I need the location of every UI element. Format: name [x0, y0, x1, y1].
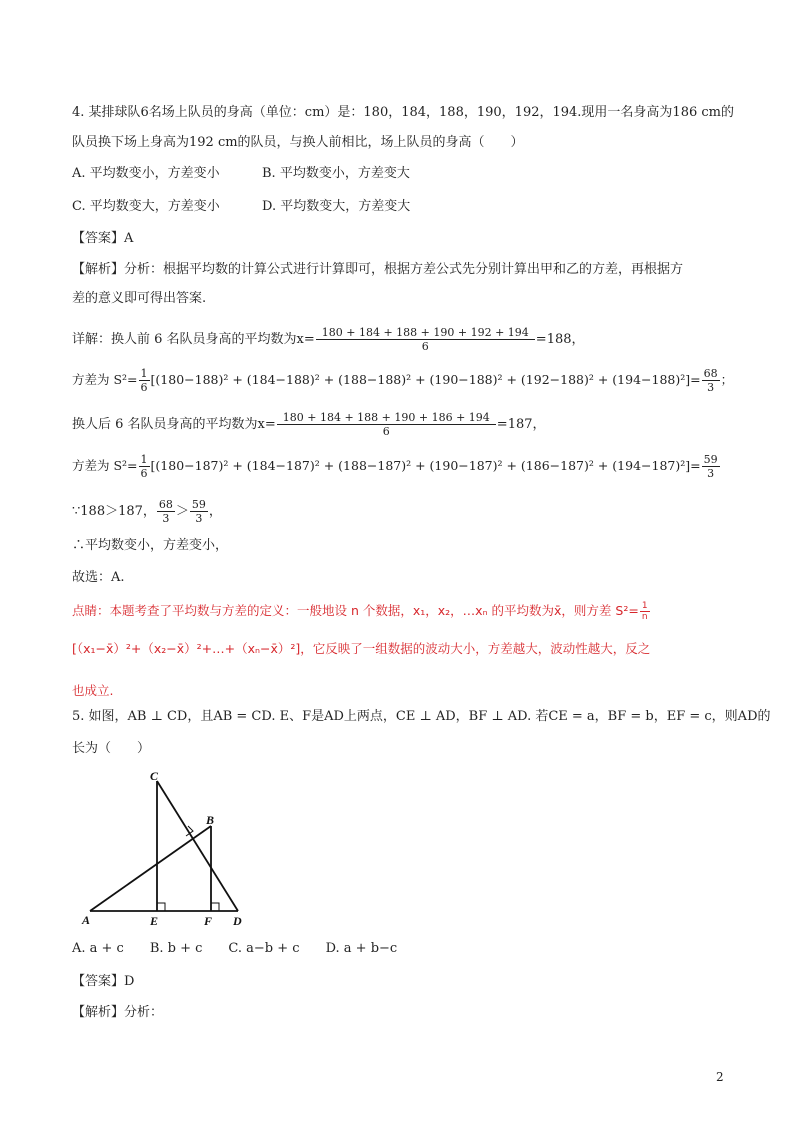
label-a: A: [82, 913, 91, 927]
q4-mean-after-numerator: 180 + 184 + 188 + 190 + 186 + 194: [277, 411, 496, 425]
q5-analysis: 【解析】分析：: [72, 1005, 164, 1020]
q4-var-before-end: ；: [720, 372, 734, 387]
q4-var-after-result: [702, 453, 720, 480]
label-b: B: [206, 813, 215, 827]
q4-mean-after-fraction: [277, 411, 496, 438]
q4-mean-before-result: =188，: [535, 332, 585, 347]
q4-var-after-den: 3: [707, 467, 715, 480]
q4-cmp-right-den: 3: [195, 512, 203, 525]
q4-var-after-body: [(180−187)² + (184−187)² + (188−187)² + (190−187)² + (186−187)² + (194−187)²]=: [150, 458, 701, 473]
q4-mean-after-result: =187，: [496, 417, 546, 432]
q4-analysis-line2: 差的意义即可得出答案.: [72, 291, 207, 306]
q4-detail2-prefix: 换人后 6 名队员身高的平均数为x=: [72, 417, 276, 432]
q4-cmp-left-den: 3: [162, 512, 170, 525]
q4-var-before-den: 3: [707, 381, 715, 394]
q4-analysis-line1: 【解析】分析：根据平均数的计算公式进行计算即可，根据方差公式先分别计算出甲和乙的方差，再根据方: [72, 262, 684, 277]
q4-note1-text: 点睛：本题考查了平均数与方差的定义：一般地设 n 个数据，x₁，x₂，…xₙ 的平均数为x̄，则方差 S²=: [72, 603, 639, 618]
q4-mean-before-numerator: 180 + 184 + 188 + 190 + 192 + 194: [316, 326, 535, 340]
q4-var-before-result: [702, 367, 720, 394]
q4-var-after-coef: [139, 453, 150, 480]
q4-cmp-right-num: 59: [191, 498, 206, 511]
q4-note-line3: 也成立.: [72, 683, 114, 698]
q4-option-b: B. 平均数变小，方差变大: [262, 166, 410, 181]
q4-var2-prefix: 方差为 S²=: [72, 458, 138, 473]
q4-var-before-body: [(180−188)² + (184−188)² + (188−188)² + (190−188)² + (192−188)² + (194−188)²]=: [150, 372, 701, 387]
q4-var2-coef-den: 6: [140, 467, 148, 480]
q4-note-line1: [72, 601, 651, 622]
label-d: D: [233, 914, 242, 928]
q4-cmp-left: [157, 498, 175, 525]
q4-var-prefix: 方差为 S²=: [72, 372, 138, 387]
q5-stem-line2: 长为（ ）: [72, 741, 151, 756]
q4-answer: 【答案】A: [72, 231, 134, 246]
q4-mean-after-denominator: 6: [382, 425, 390, 438]
q4-var-before-num: 68: [703, 367, 718, 380]
q4-var-before-coef: [139, 367, 150, 394]
q4-choose: 故选：A.: [72, 570, 125, 585]
q4-note-frac-num: 1: [641, 601, 648, 611]
q4-note-line2: [（x₁−x̄）²+（x₂−x̄）²+…+（xₙ−x̄）²]，它反映了一组数据的波动大小，方差越大，波动性越大，反之: [72, 641, 651, 656]
q4-option-a: A. 平均数变小，方差变小: [72, 166, 220, 181]
q4-cmp-left-num: 68: [158, 498, 173, 511]
q5-stem-line1: 5. 如图，AB ⊥ CD，且AB = CD. E、F是AD上两点，CE ⊥ AD，BF ⊥ AD. 若CE = a，BF = b，EF = c，则AD的: [72, 709, 771, 724]
q4-mean-before-fraction: [316, 326, 535, 353]
label-f: F: [204, 914, 213, 928]
q5-geometry-figure: [80, 768, 250, 928]
q4-mean-after-line: [72, 411, 546, 438]
q4-variance-after-line: [72, 453, 721, 480]
q4-comparison-line: [72, 498, 222, 525]
q4-var-after-num: 59: [703, 453, 718, 466]
q4-stem-line1: 4. 某排球队6名场上队员的身高（单位：cm）是：180，184，188，190，192，194.现用一名身高为186 cm的: [72, 105, 734, 120]
right-angle-f: [211, 903, 219, 911]
q4-note-frac-den: n: [641, 612, 648, 622]
q4-var-coef-den: 6: [140, 381, 148, 394]
label-c: C: [150, 769, 159, 783]
q4-var-coef-num: 1: [140, 367, 148, 380]
q4-variance-before-line: [72, 367, 733, 394]
q4-note-fraction: [640, 601, 650, 622]
segment-ab: [90, 826, 211, 911]
q4-detail-prefix: 详解：换人前 6 名队员身高的平均数为x=: [72, 332, 315, 347]
q4-cmp-end: ，: [208, 504, 222, 519]
q5-answer: 【答案】D: [72, 974, 135, 989]
right-angle-e: [157, 903, 165, 911]
q4-stem-line2: 队员换下场上身高为192 cm的队员，与换人前相比，场上队员的身高（ ）: [72, 135, 524, 150]
q4-mean-before-line: [72, 326, 585, 353]
q4-therefore: ∴平均数变小，方差变小，: [72, 538, 229, 553]
q4-mean-before-denominator: 6: [421, 340, 429, 353]
label-e: E: [150, 914, 159, 928]
q4-option-c: C. 平均数变大，方差变小: [72, 199, 220, 214]
segment-cd: [157, 781, 238, 911]
q4-cmp-right: [190, 498, 208, 525]
q4-var2-coef-num: 1: [140, 453, 148, 466]
q4-cmp-gt: ＞: [175, 504, 189, 519]
page-number: 2: [716, 1070, 724, 1084]
q4-because: ∵188＞187，: [72, 504, 156, 519]
q5-options: A. a + c B. b + c C. a−b + c D. a + b−c: [72, 941, 398, 956]
q4-option-d: D. 平均数变大，方差变大: [262, 199, 411, 214]
